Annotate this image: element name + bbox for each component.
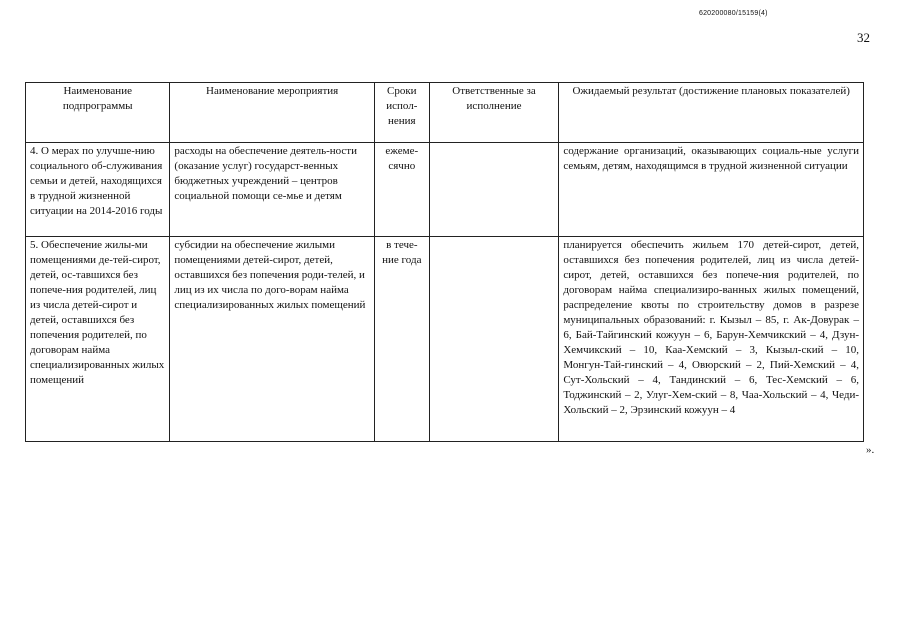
program-table [25, 82, 864, 442]
closing-quote: ». [866, 444, 875, 456]
header-subprogram: Наименование подпрограммы [26, 83, 170, 143]
page-number: 32 [857, 30, 870, 45]
cell-subprogram: 4. О мерах по улучше-нию социального об-служивания семьи и детей, находящихся в трудной жизненной ситуации на 2014-2016 годы [26, 143, 170, 237]
cell-responsible [429, 237, 559, 442]
cell-period: в тече-ние года [374, 237, 429, 442]
cell-activity: субсидии на обеспечение жилыми помещениями детей-сирот, детей, оставшихся без попечения роди-телей, и лиц из их числа по дого-ворам найма специализированных жилых помещений [170, 237, 374, 442]
cell-result: содержание организаций, оказывающих социаль-ные услуги семьям, детям, находящимся в трудной жизненной ситуации [559, 143, 864, 237]
table-header-row [26, 83, 864, 143]
header-responsible: Ответственные за исполнение [429, 83, 559, 143]
cell-activity: расходы на обеспечение деятель-ности (оказание услуг) государст-венных бюджетных учреждений – центров социальной помощи се-мье и детям [170, 143, 374, 237]
header-activity: Наименование мероприятия [170, 83, 374, 143]
cell-result: планируется обеспечить жильем 170 детей-сирот, детей, оставшихся без попечения родителей, лиц из числа детей-сирот, детей, оставшихся без попече-ния родителей, по договорам найма специализиро-ванных жилых помещений, распределение квоты по строительству домов в разрезе муниципальных образований: г. Кызыл – 85, г. Ак-Довурак – 6, Бай-Тайгинский кожуун – 6, Барун-Хемчикский – 4, Дзун-Хемчикский – 10, Каа-Хемский – 3, Кызыл-ский – 10, Монгун-Тай-гинский – 4, Овюрский – 2, Пий-Хемский – 4, Сут-Хольский – 4, Тандинский – 6, Тес-Хемский – 6, Тоджинский – 2, Улуг-Хем-ский – 8, Чаа-Хольский – 4, Чеди-Хольский – 2, Эрзинский кожуун – 4 [559, 237, 864, 442]
document-code: 620200080/15159(4) [699, 10, 768, 17]
header-period: Сроки испол-нения [374, 83, 429, 143]
cell-period: ежеме-сячно [374, 143, 429, 237]
cell-subprogram: 5. Обеспечение жилы-ми помещениями де-тей-сирот, детей, ос-тавшихся без попече-ния родителей, лиц из числа детей-сирот и детей, оставшихся без попечения родителей, по договорам найма специализированных жилых помещений [26, 237, 170, 442]
cell-responsible [429, 143, 559, 237]
table-row [26, 237, 864, 442]
header-result: Ожидаемый результат (достижение плановых показателей) [559, 83, 864, 143]
table-row [26, 143, 864, 237]
